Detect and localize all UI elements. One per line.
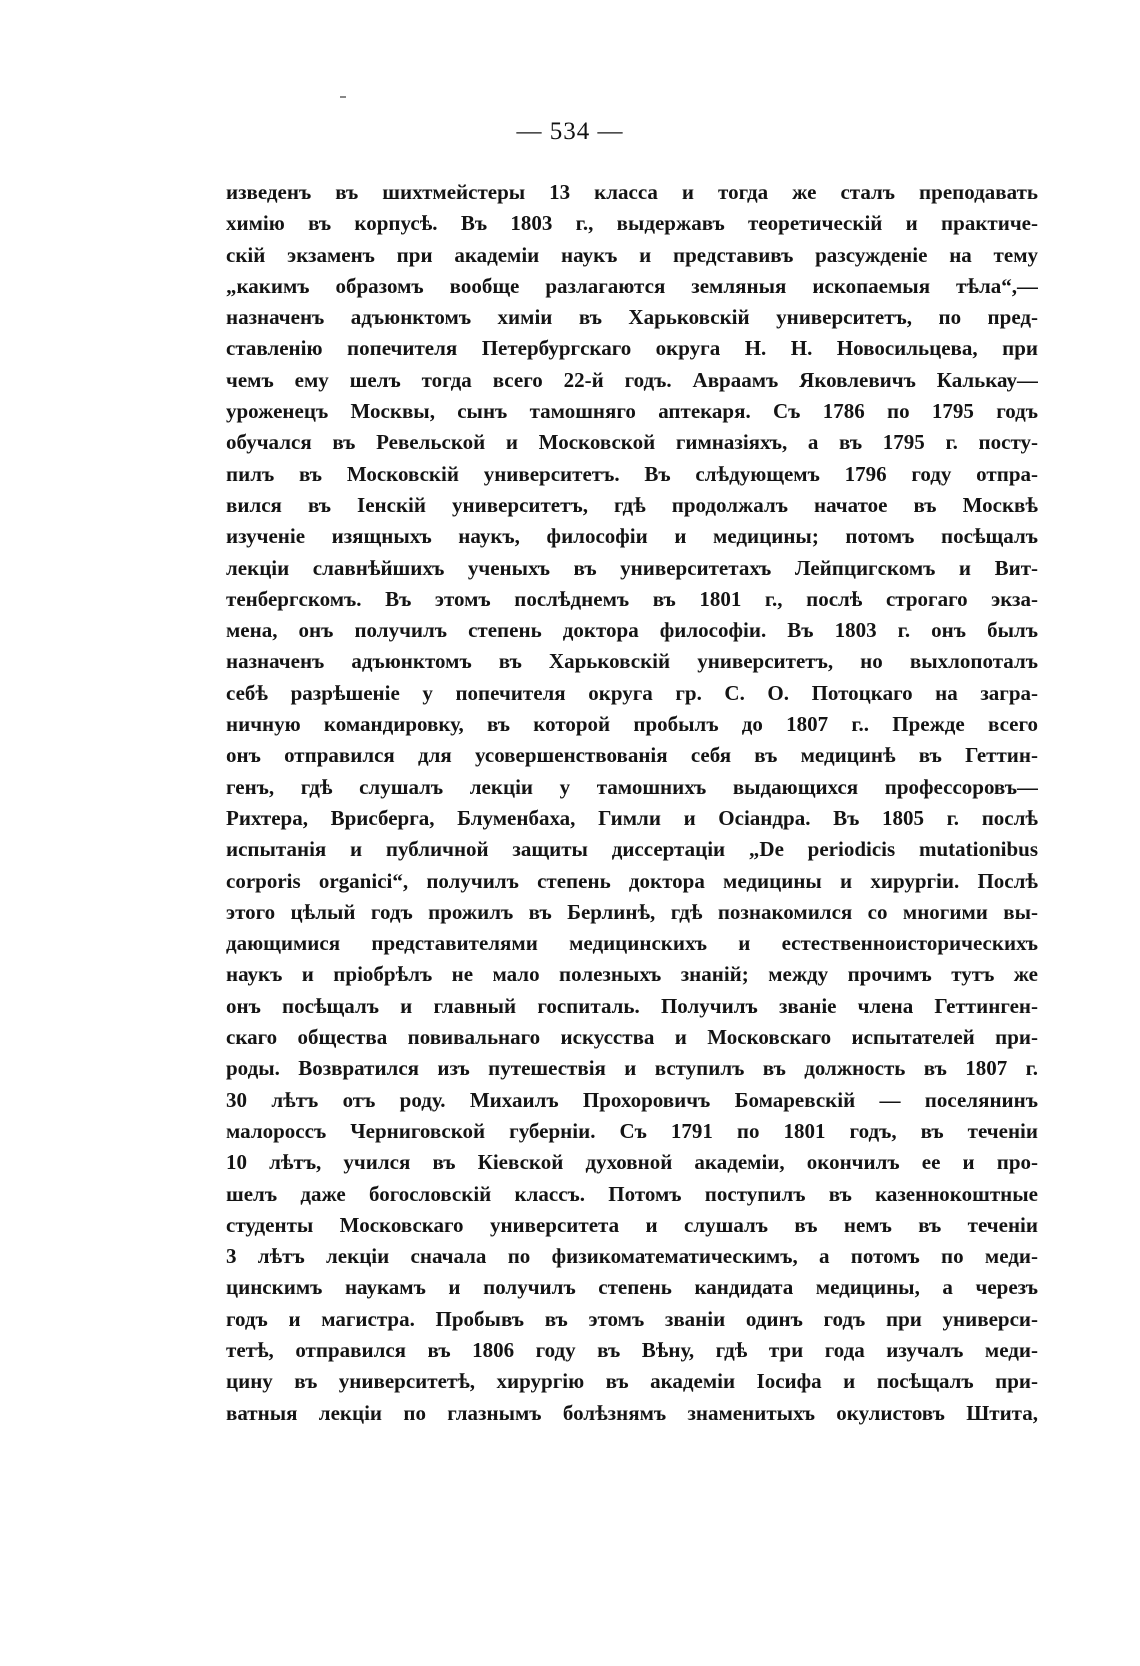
text-line: corporis organici“, получилъ степень доктора медицины и хирургіи. Послѣ: [226, 868, 1038, 893]
text-line: ставленію попечителя Петербургскаго округа Н. Н. Новосильцева, при: [226, 336, 1038, 361]
page-number: — 534 —: [516, 118, 624, 145]
text-line: лекціи славнѣйшихъ ученыхъ въ университетахъ Лейпцигскомъ и Вит-: [226, 555, 1038, 580]
text-line: скаго общества повивальнаго искусства и Московскаго испытателей при-: [226, 1025, 1038, 1050]
text-line: цинскимъ наукамъ и получилъ степень кандидата медицины, а черезъ: [226, 1275, 1038, 1300]
text-line: тетѣ, отправился въ 1806 году въ Вѣну, гдѣ три года изучалъ меди-: [226, 1337, 1038, 1362]
text-line: чемъ ему шелъ тогда всего 22-й годъ. Авраамъ Яковлевичъ Калькау—: [226, 367, 1038, 392]
text-line: онъ посѣщалъ и главный госпиталь. Получилъ званіе члена Геттинген-: [226, 993, 1038, 1018]
text-line: „какимъ образомъ вообще разлагаются земляныя ископаемыя тѣла“,—: [226, 273, 1038, 298]
text-line: дающимися представителями медицинскихъ и естественноисторическихъ: [226, 931, 1038, 956]
text-line: назначенъ адъюнктомъ химіи въ Харьковскій университетъ, по пред-: [226, 305, 1038, 330]
text-line: себѣ разрѣшеніе у попечителя округа гр. С. О. Потоцкаго на загра-: [226, 680, 1038, 705]
text-line: малороссъ Черниговской губерніи. Съ 1791 по 1801 годъ, въ теченіи: [226, 1118, 1038, 1143]
text-line: онъ отправился для усовершенствованія себя въ медицинѣ въ Геттин-: [226, 743, 1038, 768]
text-line: наукъ и пріобрѣлъ не мало полезныхъ знаній; между прочимъ тутъ же: [226, 962, 1038, 987]
text-line: тенбергскомъ. Въ этомъ послѣднемъ въ 1801 г., послѣ строгаго экза-: [226, 586, 1038, 611]
text-line: 10 лѣтъ, учился въ Кіевской духовной академіи, окончилъ ее и про-: [226, 1150, 1038, 1175]
text-line: пилъ въ Московскій университетъ. Въ слѣдующемъ 1796 году отпра-: [226, 461, 1038, 486]
text-line: изученіе изящныхъ наукъ, философіи и медицины; потомъ посѣщалъ: [226, 524, 1038, 549]
text-line: 30 лѣтъ отъ роду. Михаилъ Прохоровичъ Бомаревскій — поселянинъ: [226, 1087, 1038, 1112]
text-line: генъ, гдѣ слушалъ лекціи у тамошнихъ выдающихся профессоровъ—: [226, 774, 1038, 799]
text-line: обучался въ Ревельской и Московской гимназіяхъ, а въ 1795 г. посту-: [226, 430, 1038, 455]
text-line: химію въ корпусѣ. Въ 1803 г., выдержавъ теоретическій и практиче-: [226, 211, 1038, 236]
body-text: [226, 177, 1038, 1429]
text-line: скій экзаменъ при академіи наукъ и представивъ разсужденіе на тему: [226, 242, 1038, 267]
text-line: ватныя лекціи по глазнымъ болѣзнямъ знаменитыхъ окулистовъ Штита,: [226, 1400, 1038, 1425]
text-line: этого цѣлый годъ прожилъ въ Берлинѣ, гдѣ познакомился со многими вы-: [226, 899, 1038, 924]
text-line: студенты Московскаго университета и слушалъ въ немъ въ теченіи: [226, 1212, 1038, 1237]
text-line: испытанія и публичной защиты диссертаціи „De periodicis mutationibus: [226, 837, 1038, 862]
text-line: уроженецъ Москвы, сынъ тамошняго аптекаря. Съ 1786 по 1795 годъ: [226, 399, 1038, 424]
text-line: мена, онъ получилъ степень доктора философіи. Въ 1803 г. онъ былъ: [226, 618, 1038, 643]
text-line: вился въ Іенскій университетъ, гдѣ продолжалъ начатое въ Москвѣ: [226, 492, 1038, 517]
text-line: Рихтера, Врисберга, Блуменбаха, Гимли и Осіандра. Въ 1805 г. послѣ: [226, 805, 1038, 830]
text-line: 3 лѣтъ лекціи сначала по физикоматематическимъ, а потомъ по меди-: [226, 1244, 1038, 1269]
text-line: изведенъ въ шихтмейстеры 13 класса и тогда же сталъ преподавать: [226, 180, 1038, 204]
text-line: роды. Возвратился изъ путешествія и вступилъ въ должность въ 1807 г.: [226, 1056, 1038, 1081]
stray-ink-mark: [340, 96, 346, 98]
text-line: шелъ даже богословскій классъ. Потомъ поступилъ въ казеннокоштные: [226, 1181, 1038, 1206]
text-line: цину въ университетѣ, хирургію въ академіи Іосифа и посѣщалъ при-: [226, 1369, 1038, 1394]
text-line: ничную командировку, въ которой пробылъ до 1807 г.. Прежде всего: [226, 712, 1038, 737]
text-line: назначенъ адъюнктомъ въ Харьковскій университетъ, но выхлопоталъ: [226, 649, 1038, 674]
text-line: годъ и магистра. Пробывъ въ этомъ званіи одинъ годъ при универси-: [226, 1306, 1038, 1331]
